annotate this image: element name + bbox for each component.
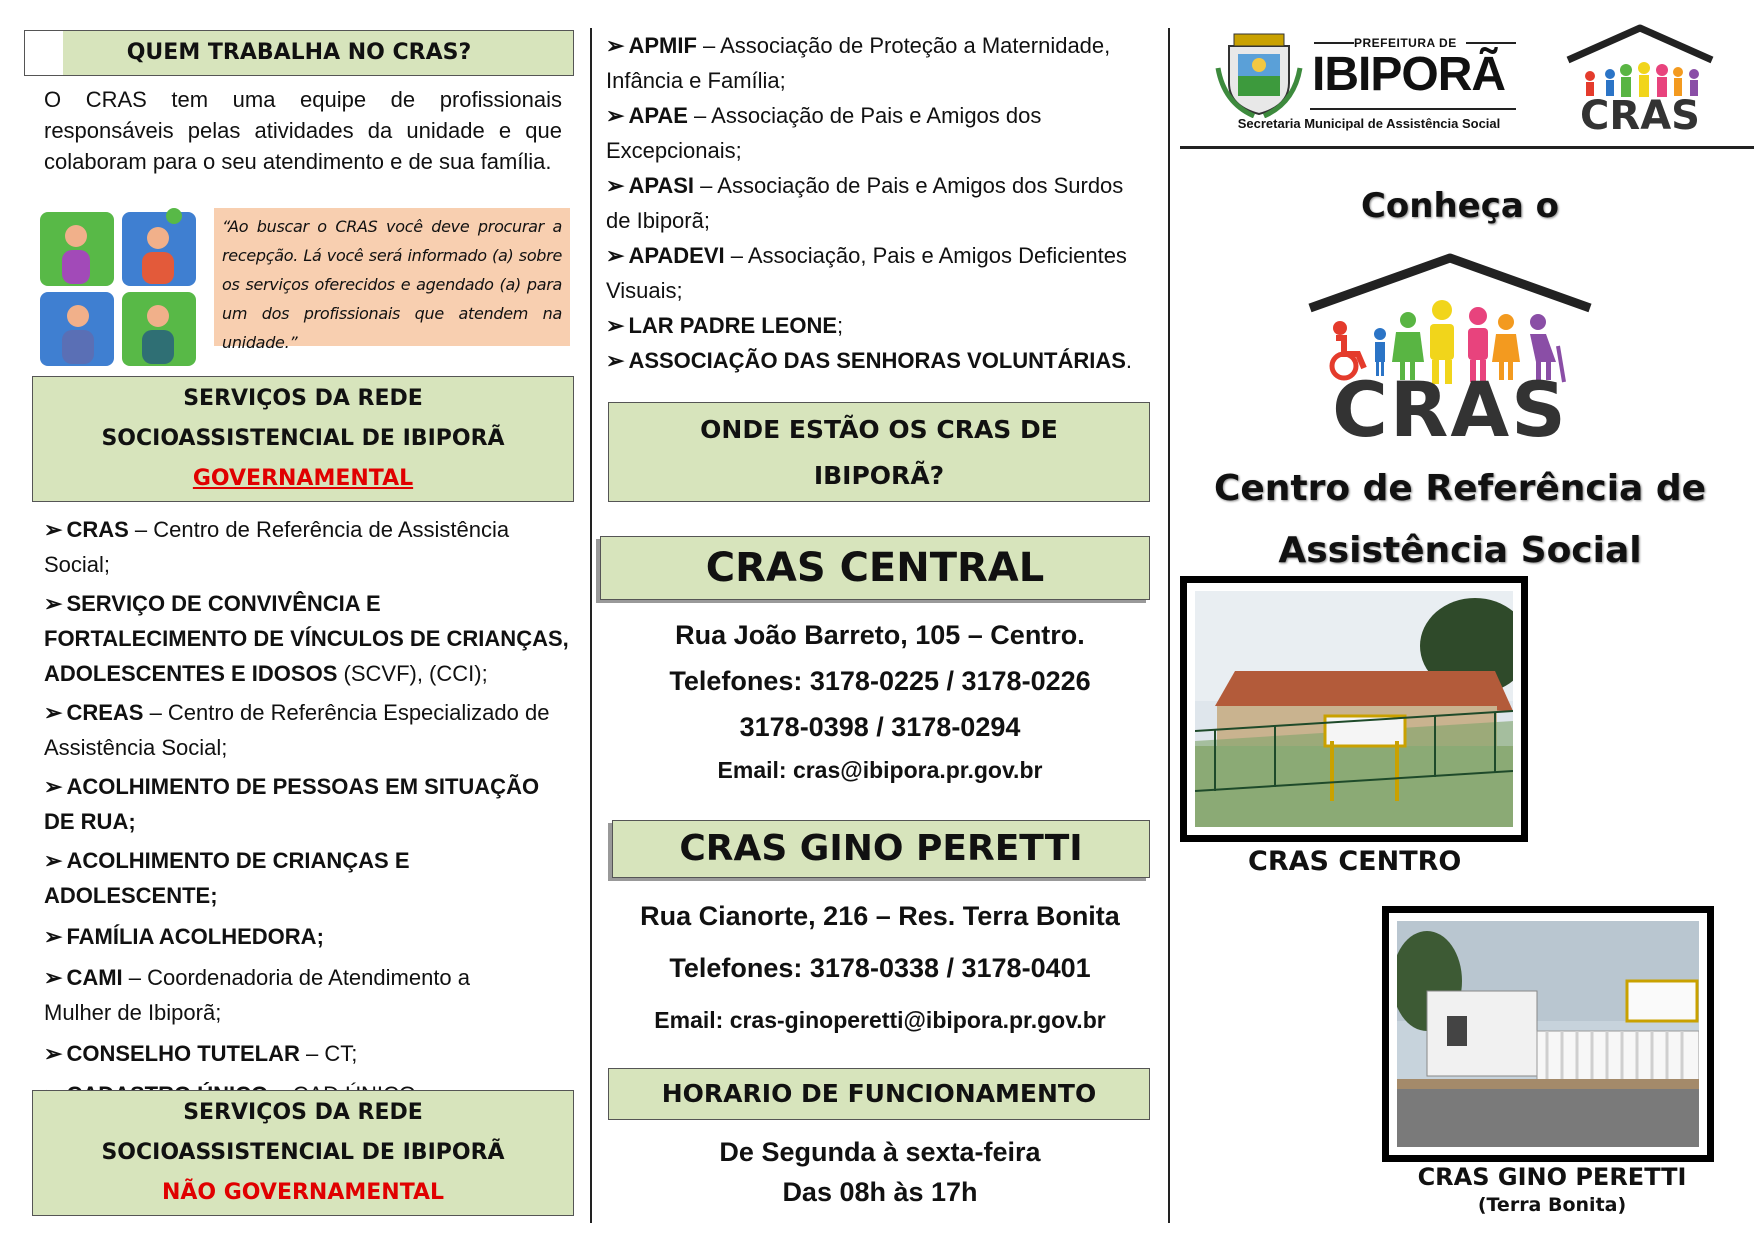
nongov-box-line1: SERVIÇOS DA REDE — [183, 1100, 423, 1125]
prefeitura-city: IBIPORÃ — [1312, 48, 1506, 101]
cras-central-phones1: Telefones: 3178-0225 / 3178-0226 — [669, 666, 1091, 696]
full-name-line1: Centro de Referência de — [1213, 468, 1707, 509]
cras-gino-caption-sub: (Terra Bonita) — [1477, 1194, 1627, 1216]
gov-box-line3: GOVERNAMENTAL — [192, 466, 414, 491]
who-works-text: O CRAS tem uma equipe de profissionais responsáveis pelas atividades da unidade e que colaboram para o seu atendimento e de sua família. — [44, 87, 562, 174]
gov-services-box — [32, 376, 574, 502]
cras-gino-info — [600, 890, 1160, 1046]
list-item: ➢ CAMI – Coordenadoria de Atendimento a Mulher de Ibiporã; — [44, 965, 471, 1025]
list-item: ➢ APADEVI – Associação, Pais e Amigos Deficientes Visuais; — [606, 243, 1127, 303]
nongov-services-list — [606, 28, 1150, 378]
where-line1: ONDE ESTÃO OS CRAS DE — [700, 415, 1058, 444]
cras-central-box — [600, 536, 1150, 600]
conheca-heading: Conheça o — [1360, 186, 1560, 226]
where-cras-box — [608, 402, 1150, 502]
secretaria-text: Secretaria Municipal de Assistência Social — [1237, 116, 1501, 131]
cras-gino-title: CRAS GINO PERETTI — [679, 828, 1083, 869]
gov-services-list — [44, 512, 574, 1112]
people-icon — [1585, 62, 1699, 97]
cras-gino-caption — [1382, 1162, 1722, 1218]
list-item: ➢ APAE – Associação de Pais e Amigos dos Excepcionais; — [606, 103, 1042, 163]
list-item: ➢ CRAS – Centro de Referência de Assistência Social; — [44, 517, 510, 577]
who-works-header — [24, 30, 574, 76]
gov-box-line2: SOCIOASSISTENCIAL DE IBIPORÃ — [101, 426, 505, 451]
list-item: ➢ CONSELHO TUTELAR – CT; — [44, 1041, 358, 1066]
hours-title: HORARIO DE FUNCIONAMENTO — [661, 1079, 1097, 1108]
hours-box — [608, 1068, 1150, 1120]
coat-of-arms-icon — [1214, 28, 1304, 118]
full-name-heading — [1180, 458, 1740, 582]
cras-central-address: Rua João Barreto, 105 – Centro. — [675, 620, 1085, 650]
prefeitura-logo — [1214, 28, 1524, 136]
list-item: ➢ CREAS – Centro de Referência Especializado de Assistência Social; — [44, 700, 550, 760]
cras-gino-address: Rua Cianorte, 216 – Res. Terra Bonita — [640, 901, 1120, 931]
list-item: ➢ ACOLHIMENTO DE CRIANÇAS E ADOLESCENTE; — [44, 848, 410, 908]
hours-info — [600, 1132, 1160, 1212]
cras-gino-photo — [1382, 906, 1714, 1162]
cras-logo-small — [1560, 24, 1720, 140]
list-item: ➢ APMIF – Associação de Proteção a Maternidade, Infância e Família; — [606, 33, 1111, 93]
full-name-line2: Assistência Social — [1278, 530, 1642, 571]
gov-box-line1: SERVIÇOS DA REDE — [183, 386, 423, 411]
quote-box — [214, 208, 570, 352]
cras-central-email: Email: cras@ibipora.pr.gov.br — [717, 757, 1043, 783]
prefeitura-top-text: PREFEITURA DE — [1354, 36, 1457, 50]
list-item: ➢ ACOLHIMENTO DE PESSOAS EM SITUAÇÃO DE RUA; — [44, 774, 540, 834]
cras-gino-email: Email: cras-ginoperetti@ibipora.pr.gov.br — [654, 1007, 1106, 1033]
cras-central-info — [600, 612, 1160, 790]
team-illustration — [36, 202, 204, 370]
list-item: ➢ LAR PADRE LEONE; — [606, 313, 844, 338]
column-divider-1 — [590, 28, 592, 1223]
hours-time: Das 08h às 17h — [782, 1177, 978, 1207]
cras-gino-caption-title: CRAS GINO PERETTI — [1417, 1163, 1687, 1191]
hours-days: De Segunda à sexta-feira — [719, 1137, 1041, 1167]
cras-gino-box — [612, 820, 1150, 878]
cras-logo-big-text: CRAS — [1332, 365, 1568, 454]
cras-logo-small-text: CRAS — [1580, 93, 1700, 139]
cras-centro-photo — [1180, 576, 1528, 842]
column-divider-2 — [1168, 28, 1170, 1223]
nongov-box-line3: NÃO GOVERNAMENTAL — [161, 1180, 445, 1205]
nongov-services-box — [32, 1090, 574, 1216]
cras-central-title: CRAS CENTRAL — [705, 545, 1045, 591]
who-works-title: QUEM TRABALHA NO CRAS? — [126, 40, 472, 65]
list-item: ➢ APASI – Associação de Pais e Amigos dos Surdos de Ibiporã; — [606, 173, 1124, 233]
list-item: ➢ SERVIÇO DE CONVIVÊNCIA E FORTALECIMENTO DE VÍNCULOS DE CRIANÇAS, ADOLESCENTES E IDOSOS (SCVF), (CCI); — [44, 591, 569, 686]
nongov-box-line2: SOCIOASSISTENCIAL DE IBIPORÃ — [101, 1140, 505, 1165]
list-item: ➢ ASSOCIAÇÃO DAS SENHORAS VOLUNTÁRIAS. — [606, 348, 1133, 373]
cras-centro-caption: CRAS CENTRO — [1248, 846, 1462, 877]
cras-gino-phones: Telefones: 3178-0338 / 3178-0401 — [669, 953, 1091, 983]
where-line2: IBIPORÃ? — [813, 461, 945, 490]
cras-central-phones2: 3178-0398 / 3178-0294 — [739, 712, 1021, 742]
list-item: ➢ FAMÍLIA ACOLHEDORA; — [44, 924, 324, 949]
header-rule — [1180, 146, 1754, 149]
cras-logo-big — [1300, 250, 1600, 454]
quote-text: “Ao buscar o CRAS você deve procurar a recepção. Lá você será informado (a) sobre os serviços oferecidos e agendado (a) para um dos profissionais que atendem na unidade.” — [222, 217, 562, 352]
